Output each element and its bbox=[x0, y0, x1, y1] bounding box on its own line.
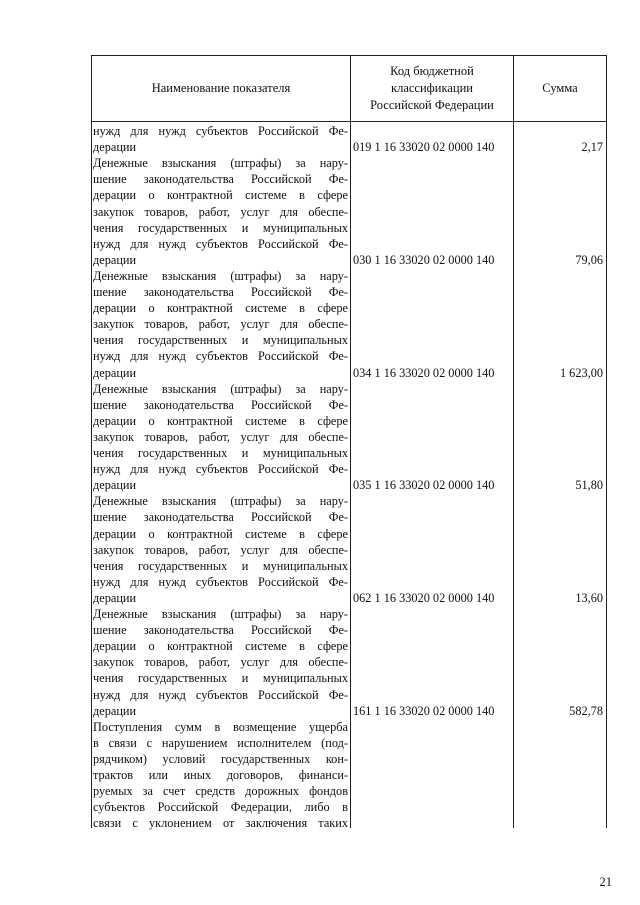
row-description-line: шение законодательства Российской Фе- bbox=[93, 623, 348, 638]
row-description-line: шение законодательства Российской Фе- bbox=[93, 397, 348, 412]
row-description-line: Денежные взыскания (штрафы) за нару- bbox=[93, 381, 348, 396]
column-divider bbox=[350, 56, 351, 828]
header-indicator-name-text: Наименование показателя bbox=[151, 81, 291, 95]
row-description-line: трактов или иных договоров, финанси- bbox=[93, 768, 348, 782]
row-description-line: дерации о контрактной системе в сфере bbox=[93, 413, 348, 428]
row-description-line: закупок товаров, работ, услуг для обеспе- bbox=[93, 317, 348, 332]
row-budget-code: 161 1 16 33020 02 0000 140 bbox=[353, 703, 495, 718]
row-description-line: нужд для нужд субъектов Российской Фе- bbox=[93, 462, 348, 477]
row-description-line: дерации bbox=[93, 703, 137, 718]
row-description-line: шение законодательства Российской Фе- bbox=[93, 510, 348, 525]
row-description-line: чения государственных и муниципальных bbox=[93, 220, 348, 235]
header-budget-code-line: классификации bbox=[391, 81, 473, 95]
row-budget-code: 062 1 16 33020 02 0000 140 bbox=[353, 590, 495, 605]
header-budget-code bbox=[351, 56, 513, 121]
row-description-line: в связи с нарушением исполнителем (под- bbox=[93, 735, 348, 750]
header-divider bbox=[92, 121, 606, 122]
row-description-line: дерации bbox=[93, 252, 137, 267]
row-description-line: нужд для нужд субъектов Российской Фе- bbox=[93, 124, 348, 138]
row-description-line: связи с уклонением от заключения таких bbox=[93, 816, 348, 831]
row-sum: 1 623,00 bbox=[559, 365, 603, 380]
row-description-line: дерации bbox=[93, 140, 137, 155]
row-description-line: рядчиком) условий государственных кон- bbox=[93, 751, 348, 766]
page-number: 21 bbox=[599, 875, 612, 889]
header-sum-text: Сумма bbox=[542, 81, 578, 95]
row-description-line: шение законодательства Российской Фе- bbox=[93, 285, 348, 299]
row-sum: 51,80 bbox=[575, 478, 603, 493]
row-description-line: закупок товаров, работ, услуг для обеспе- bbox=[93, 204, 348, 219]
row-budget-code: 035 1 16 33020 02 0000 140 bbox=[353, 478, 495, 493]
row-description-line: Денежные взыскания (штрафы) за нару- bbox=[93, 156, 348, 171]
row-budget-code: 030 1 16 33020 02 0000 140 bbox=[353, 252, 495, 267]
row-description-line: дерации о контрактной системе в сфере bbox=[93, 639, 348, 654]
header-budget-code-line: Код бюджетной bbox=[390, 64, 474, 78]
row-sum: 582,78 bbox=[569, 703, 603, 718]
row-description-line: нужд для нужд субъектов Российской Фе- bbox=[93, 687, 348, 702]
row-description-line: нужд для нужд субъектов Российской Фе- bbox=[93, 349, 348, 364]
row-description-line: руемых за счет средств дорожных фондов bbox=[93, 784, 348, 799]
row-description-line: дерации о контрактной системе в сфере bbox=[93, 301, 348, 316]
row-description-line: закупок товаров, работ, услуг для обеспе- bbox=[93, 655, 348, 670]
row-budget-code: 019 1 16 33020 02 0000 140 bbox=[353, 140, 495, 155]
header-indicator-name bbox=[92, 56, 350, 121]
row-sum: 2,17 bbox=[581, 140, 603, 155]
row-sum: 79,06 bbox=[575, 252, 603, 267]
row-description-line: Поступления сумм в возмещение ущерба bbox=[93, 719, 348, 734]
row-description-line: чения государственных и муниципальных bbox=[93, 671, 348, 686]
row-budget-code: 034 1 16 33020 02 0000 140 bbox=[353, 365, 495, 380]
row-description-line: Денежные взыскания (штрафы) за нару- bbox=[93, 494, 348, 509]
row-description-line: закупок товаров, работ, услуг для обеспе- bbox=[93, 429, 348, 444]
header-budget-code-line: Российской Федерации bbox=[370, 98, 494, 112]
row-sum: 13,60 bbox=[575, 590, 603, 605]
row-description-line: Денежные взыскания (штрафы) за нару- bbox=[93, 607, 348, 621]
row-description-line: чения государственных и муниципальных bbox=[93, 558, 348, 573]
row-description-line: шение законодательства Российской Фе- bbox=[93, 172, 348, 187]
row-description-line: субъектов Российской Федерации, либо в bbox=[93, 800, 348, 815]
row-description-line: дерации о контрактной системе в сфере bbox=[93, 188, 348, 203]
row-description-line: дерации bbox=[93, 478, 137, 493]
row-description-line: дерации bbox=[93, 590, 137, 605]
row-description-line: нужд для нужд субъектов Российской Фе- bbox=[93, 236, 348, 251]
row-description-line: чения государственных и муниципальных bbox=[93, 446, 348, 460]
row-description-line: Денежные взыскания (штрафы) за нару- bbox=[93, 268, 348, 283]
budget-table bbox=[91, 55, 607, 831]
header-sum bbox=[514, 56, 606, 121]
row-description-line: чения государственных и муниципальных bbox=[93, 333, 348, 348]
row-description-line: дерации о контрактной системе в сфере bbox=[93, 526, 348, 541]
row-description-line: дерации bbox=[93, 365, 137, 380]
row-description-line: закупок товаров, работ, услуг для обеспе- bbox=[93, 542, 348, 557]
row-description-line: нужд для нужд субъектов Российской Фе- bbox=[93, 574, 348, 589]
